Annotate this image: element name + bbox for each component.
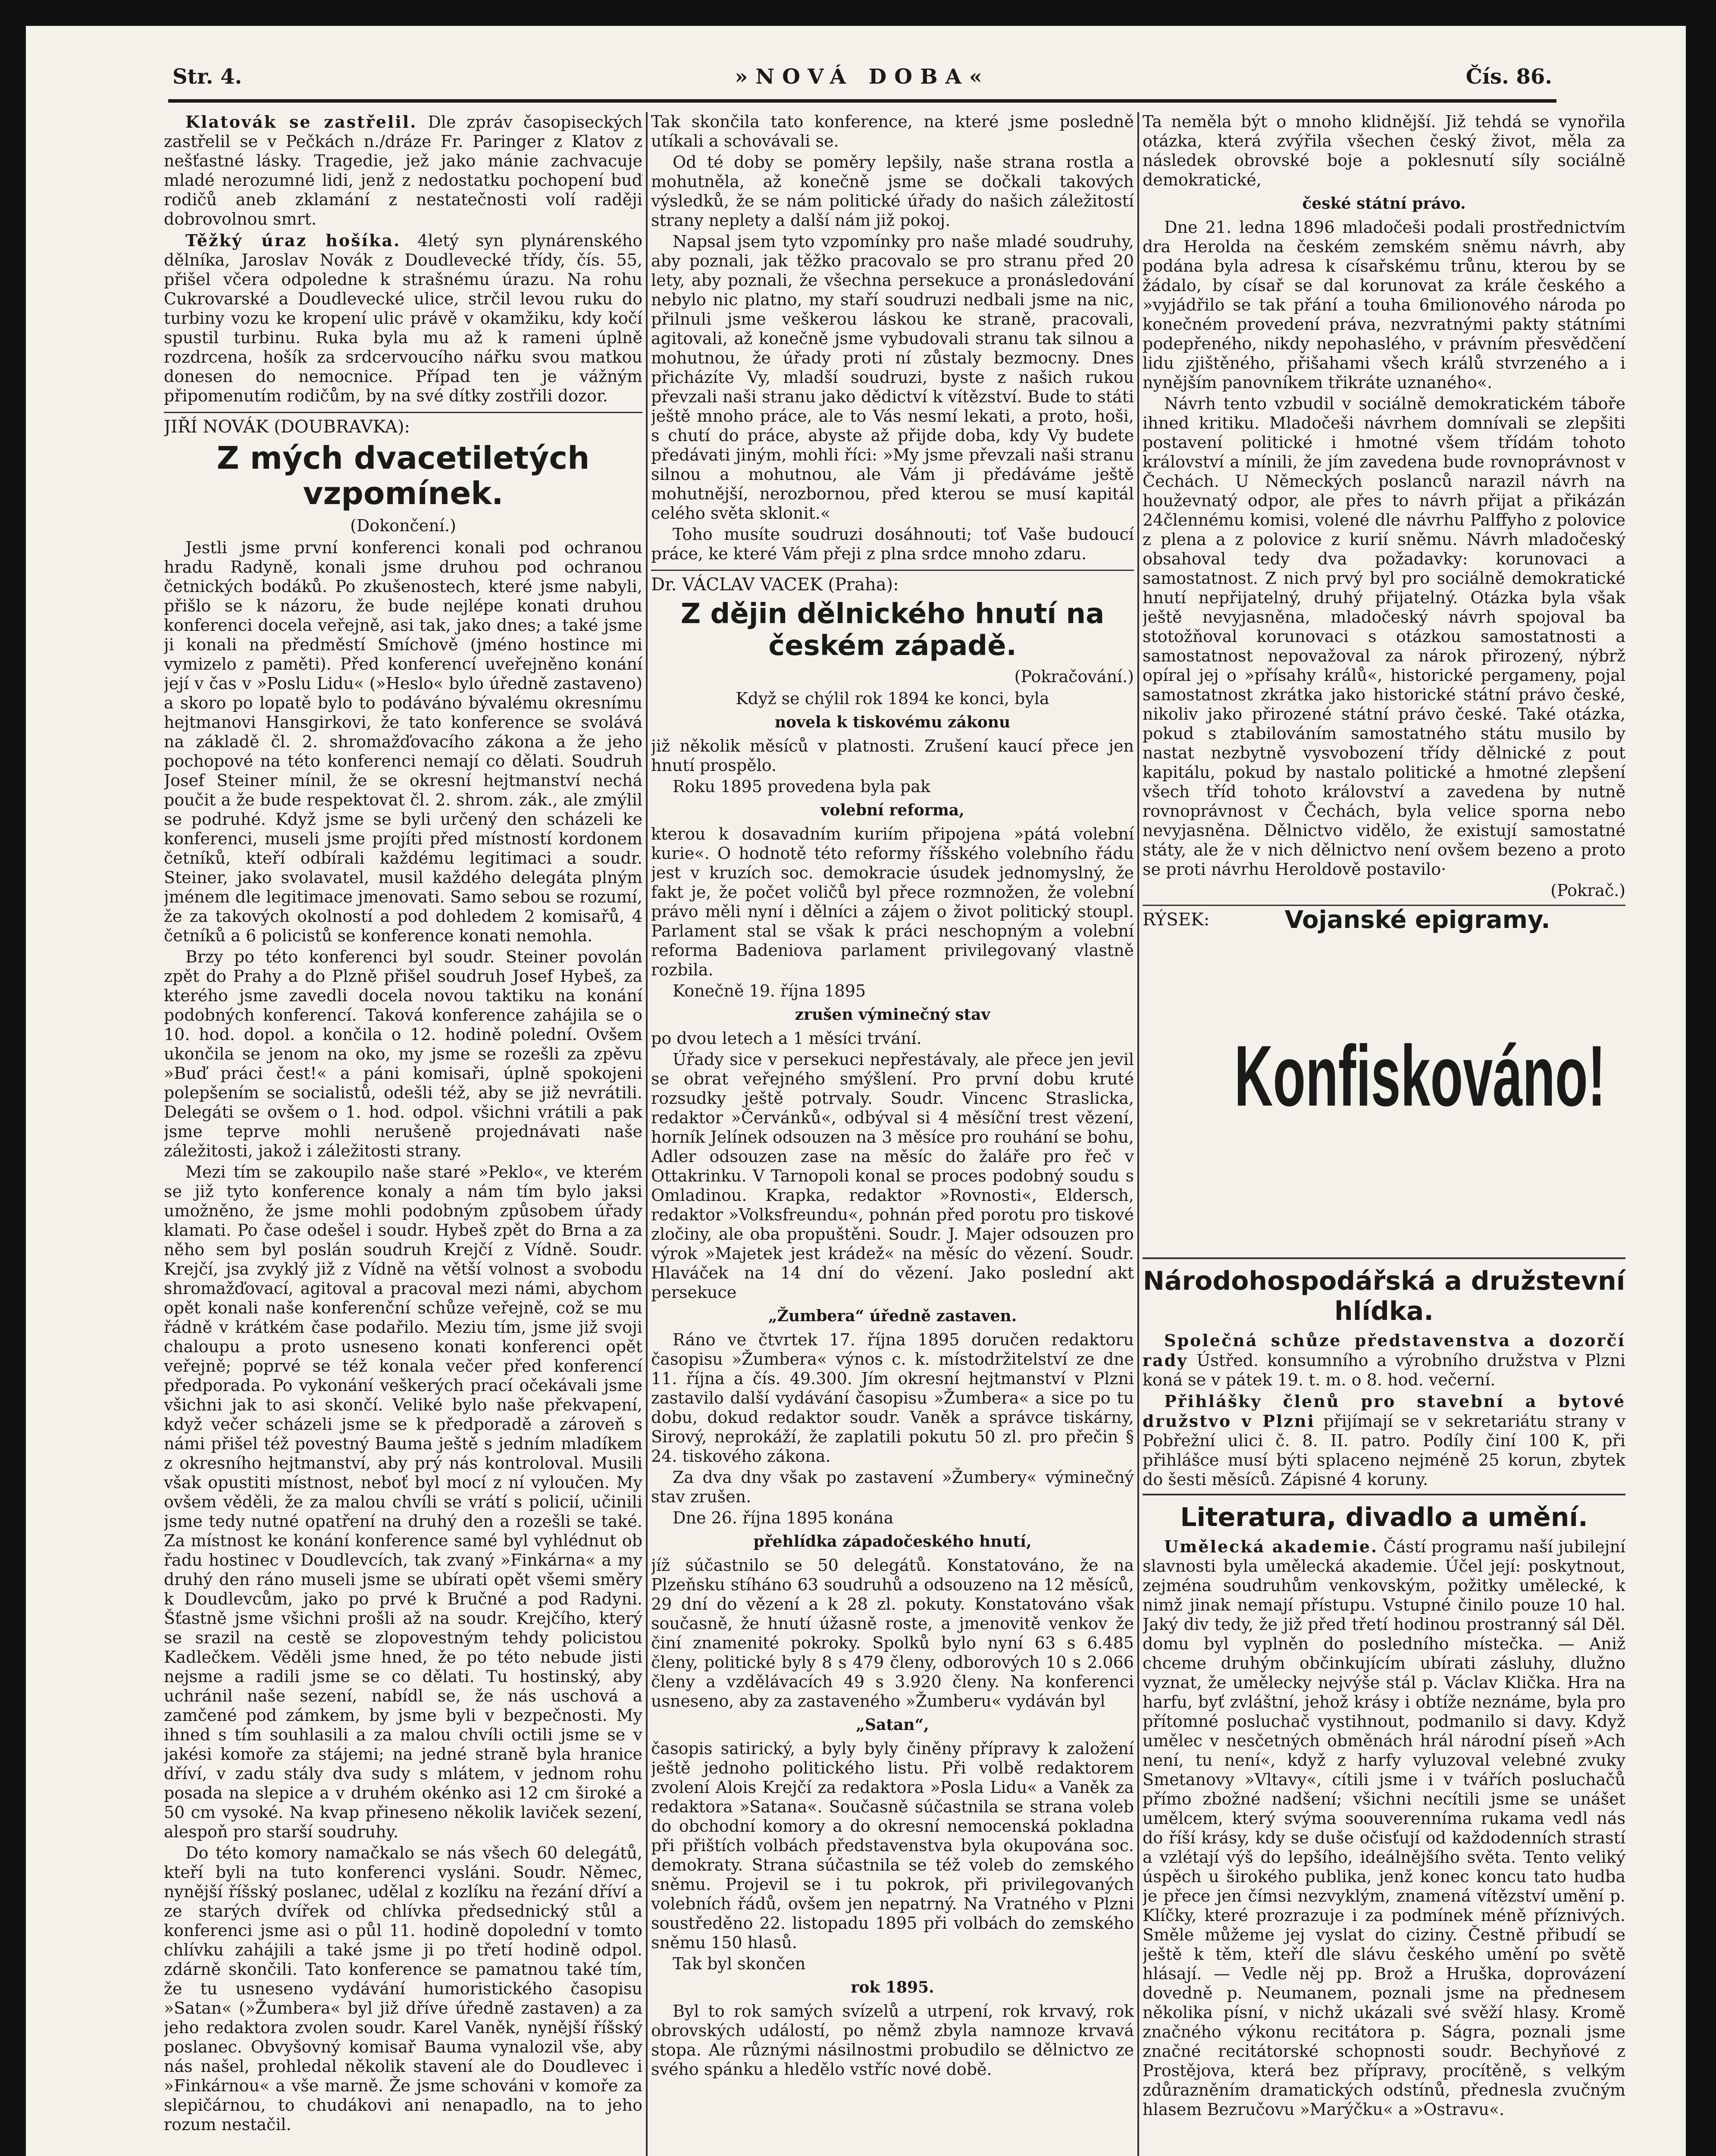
paragraph: Za dva dny však po zastavení »Žumbery« výminečný stav zrušen. (651, 1468, 1134, 1506)
paragraph: Do této komory namačkalo se nás všech 60 delegátů, kteří byli na tuto konferenci vysláni. Soudr. Němec, nynější říšský poslanec, udělal z kozlíku na řezání dříví a ze starých dvířek od chlívka předsednický stůl a konferenci jsme asi o půl 11. hodině dopolední v tomto chlívku zahájili a také jsme ji po třetí hodině odpol. zdárně skončili. Tato konference se pamatnou také tím, že tu usneseno vydávání humoristického časopisu »Satan« (»Žumbera« byl již dříve úředně zastaven) a za jeho redaktora zvolen soudr. Karel Vaněk, nynější říšský poslanec. Obvyšovný komisař Bauma vynalozil vše, aby nás našel, prohledal několik stavení ale do Doudlevec i »Finkárnou« a vše marně. Že jsme schováni v komoře za slepičárnou, to chudákovi ani nenapadlo, na to jeho rozum nestačil. (164, 1843, 642, 2134)
column-3 (1143, 112, 1625, 2156)
article-author: JIŘÍ NOVÁK (DOUBRAVKA): (164, 412, 642, 437)
paragraph: Brzy po této konferenci byl soudr. Steiner povolán zpět do Prahy a do Plzně přišel soudruh Josef Hybeš, za kterého jsme zavedli docela novou taktiku na konání podobných konferencí. Taková konference zahájila se o 10. hod. dopol. a končila o 12. hodině polední. Ovšem ukončila se jenom na oko, my jsme se rozešli za zpěvu »Buď práci čest!« a páni komisaři, úplně spokojeni polepšením se socialistů, odešli též, aby se již nevrátili. Delegáti se ovšem o 1. hod. odpol. všichni vrátili a pak jsme teprve mohli nerušeně projednávati naše záležitosti, jakož i záležitosti strany. (164, 947, 642, 1160)
paragraph: Konečně 19. října 1895 (673, 981, 866, 1000)
paragraph: Toho musíte soudruzi dosáhnouti; toť Vaše budoucí práce, ke které Vám přeji z plna srdce mnoho zdaru. (651, 525, 1134, 563)
paragraph: Napsal jsem tyto vzpomínky pro naše mladé soudruhy, aby poznali, jak těžko pracovalo se pro stranu před 20 lety, aby poznali, že všechna persekuce a pronásledování nebylo nic platno, my staří soudruzi nedbali jsme na nic, přilnuli jsme veškerou láskou ke straně, pracovali, agitovali, až konečně jsme vybudovali stranu tak silnou a mohutnou, že úřady proti ní zůstaly bezmocny. Dnes přicházíte Vy, mladší soudruzi, byste z našich rukou převzali naši stranu jako dědictví k vítězství. Bude to státi ještě mnoho práce, ale to Vás nesmí lekati, a proto, hoši, s chutí do práce, abyste až přijde doba, kdy Vy budete předávati jiným, mohli říci: »My jsme převzali naši stranu silnou a mohutnou, ale Vám ji předáváme ještě mohutnější, nerozbornou, před kterou se musí kapitál celého světa sklonit.« (651, 232, 1134, 523)
paragraph: Od té doby se poměry lepšily, naše strana rostla a mohutněla, až konečně jsme se dočkali takových výsledků, že se nám politické úřady do našich záležitostí strany neplety a další nám již pokoj. (651, 153, 1134, 230)
scan-border-top (0, 0, 1716, 26)
news-headline: Společná schůze představenstva a dozorčí rady (1143, 1331, 1625, 1370)
news-item (164, 112, 642, 229)
news-text: 4letý syn plynárenského dělníka, Jaroslav Novák z Doudlevecké třídy, čís. 55, přišel včera odpoledne k strašnému úrazu. Na rohu Cukrovarské a Doudlevecké ulice, strčil levou ruku do turbiny vozu ke kropení ulic právě v okamžiku, kdy kočí spustil turbinu. Ruka byla mu až k rameni úplně rozdrcena, hošík za srdcervoucího nářku svou matkou donesen do nemocnice. Případ ten je vážným připomenutím rodičům, by na své dítky zostřili dozor. (164, 231, 642, 405)
paragraph: po dvou letech a 1 měsíci trvání. (651, 1029, 922, 1048)
news-text: Ústřed. konsumního a výrobního družstva v Plzni koná se v pátek 19. t. m. o 8. hod. večerní. (1143, 1351, 1625, 1389)
article-title: Z dějin dělnického hnutí na českém západě. (680, 598, 1105, 662)
paragraph: Byl to rok samých svízelů a utrpení, rok krvavý, rok obrovských událostí, po němž zbyla namnoze krvavá stopa. Ale různými násilnostmi probudilo se dělnictvo ze svého spánku a hledělo vstříc nové době. (651, 2002, 1134, 2079)
news-text: Dle zpráv časopiseckých zastřelil se v Pečkách n./dráze Fr. Paringer z Klatov z nešťastné lásky. Tragedie, jež jako mánie zachvacuje mladé nerozumné lidi, jenž z nedostatku pochopení buď rodičů aneb zklamání z nestatečnosti volí raději dobrovolnou smrt. (164, 113, 642, 229)
section-subhead: volební reforma, (820, 801, 964, 819)
page-header (172, 65, 1552, 99)
news-headline: Těžký úraz hošíka. (185, 231, 401, 250)
paragraph: Jestli jsme první konferenci konali pod ochranou hradu Radyně, konali jsme druhou pod ochranou četnických bodáků. Po zkušenostech, které jsme nabyli, přišlo se k názoru, že bude nejlépe konati druhou konferenci docela veřejně, asi tak, jako dnes; a také jsme ji konali na předměstí Smíchově (jméno hostince mi vymizelo z paměti). Před konferencí uveřejněno konání její v čas v »Poslu Lidu« (»Heslo« bylo úředně zastaveno) a skoro po lopatě bylo to podáváno bývalému okresnímu hejtmanovi Hansgirkovi, že tato konference se svolává na základě čl. 2. shromažďovacího zákona a že jeho pochopové na této konferenci nemají co dělati. Soudruh Josef Steiner mínil, že se okresní hejtmanství nechá poučit a že bude respektovat čl. 2. shrom. zák., ale zmýlil se podruhé. Když jsme se byli určený den scházeli ke konferenci, museli jsme projíti před místností kordonem četníků, kteří odbírali každému legitimaci a soudr. Steiner, jako svolavatel, musil každého delegáta plným jménem dle legitimace jmenovati. Samo sebou se rozumí, že za takových okolností a pod dohledem 2 komisařů, 4 četníků a 6 policistů se konference konati nemohla. (164, 538, 642, 945)
paragraph: Když se chýlil rok 1894 ke konci, byla (736, 689, 1049, 708)
news-item (1143, 1391, 1625, 1489)
section-subhead: „Satan“, (856, 1716, 929, 1734)
section-heading: Národohospodářská a družstevní hlídka. (1143, 1257, 1625, 1326)
paragraph: již několik měsíců v platnosti. Zrušení kaucí přece jen hnutí prospělo. (651, 736, 1134, 775)
paragraph: Tak byl skončen (673, 1954, 806, 1973)
news-headline: Umělecká akademie. (1164, 1537, 1378, 1556)
poem-author: RÝSEK: (1143, 910, 1210, 930)
paragraph: Úřady sice v persekuci nepřestávaly, ale přece jen jevil se obrat veřejného smýšlení. Pro první dobu kruté rozsudky ještě potrvaly. Soudr. Vincenc Straslicka, redaktor »Červánků«, odbýval si 4 měsíční trest vězení, horník Jelínek odsouzen na 3 měsíce pro rouhání se bohu, Adler odsouzen zase na měsíc do žaláře pro řeč v Ottakrinku. V Tarnopoli konal se proces podobný soudu s Omladinou. Krapka, redaktor »Rovnosti«, Eldersch, redaktor »Volksfreundu«, pohnán před porotu pro tiskové zločiny, ale oba propuštěni. Soudr. J. Majer odsouzen pro výrok »Majetek jest krádež« na měsíc do vězení. Soudr. Hlaváček na 14 dní do vězení. Jako poslední akt persekuce (651, 1050, 1134, 1302)
paragraph: časopis satirický, a byly byly činěny přípravy k založení ještě jednoho politického listu. Při volbě redaktorem zvolení Alois Krejčí za redaktora »Posla Lidu« a Vaněk za redaktora »Satana«. Současně súčastnila se strana voleb do obchodní komory a do okresní nemocenská pokladna při přištích volbách představenstva byla okupována soc. demokraty. Strana súčastnila se též voleb do zemského sněmu. Projevil se i tu pokrok, při privilegovaných volebních řádů, ovšem jen nepatrný. Na Vratného v Plzni soustředěno 22. listopadu 1895 při volbách do zemského sněmu 150 hlasů. (651, 1739, 1134, 1952)
continued-note: (Pokrač.) (1550, 881, 1625, 900)
article-author: Dr. VÁCLAV VACEK (Praha): (651, 570, 1134, 595)
paragraph: kterou k dosavadním kuriím připojena »pátá volební kurie«. O hodnotě této reformy říšského volebního řádu jest v kruzích soc. demokracie úsudek jednomyslný, že fakt je, že počet voličů byl přece rozmnožen, že volební právo měli nyní i dělníci a zájem o život politický stoupl. Parlament stal se však k práci neschopným a volební reforma Badeniova parlament privilegovaný vlastně rozbila. (651, 824, 1134, 979)
section-subhead: rok 1895. (851, 1978, 934, 1996)
section-heading: Literatura, divadlo a umění. (1143, 1494, 1625, 1532)
paragraph: Roku 1895 provedena byla pak (673, 777, 930, 796)
page-number: Str. 4. (172, 65, 242, 89)
section-subhead: české státní právo. (1302, 194, 1466, 213)
confiscated-blank-space (1143, 1124, 1625, 1253)
news-item (164, 231, 642, 406)
masthead-title: »NOVÁ DOBA« (735, 65, 990, 89)
news-headline: Přihlášky členů pro stavební a bytové družstvo v Plzni (1143, 1391, 1625, 1431)
issue-number: Čís. 86. (1465, 65, 1552, 89)
scan-border-left (0, 0, 26, 2156)
section-subhead: zrušen výminečný stav (795, 1006, 990, 1024)
news-text: Částí programu naší jubilejní slavnosti byla umělecká akademie. Účel její: poskytnout, zejména soudruhům venkovským, požitky umělecké, k nimž jinak nemají přístupu. Vstupné činilo pouze 10 hal. Jaký div tedy, že již před třetí hodinou prostranný sál Děl. domu byl vyplněn do posledního místečka. — Aniž chceme druhým občinkujícím ubírati zásluhy, dlužno vyznat, že umělecky nejvýše stál p. Václav Klička. Hra na harfu, byť zvláštní, jehož krásy i obtíže neznáme, byla pro přítomné posluchač vystihnout, podmanilo si davy. Když umělec v nesčetných obměnách hrál národní píseň »Ach není, tu není«, když z harfy vyluzoval velebné zvuky Smetanovy »Vltavy«, cítili jsme i v tvářích posluchačů přímo zbožné nadšení; všichni necítili jsme se unášet umělcem, který svýma soouverenníma rukama vedl nás do říší krásy, kdy se duše očisťují od každodenních strastí a vzlétají výš do lepšího, ideálnějšího světa. Tento veliký úspěch u širokého publika, jenž konec koncu tato hudba je přece jen čímsi nezvyklým, znamená vítězství umění p. Klíčky, které prozrazuje i za podmínek méně příznivých. Směle můžeme jej vyslat do ciziny. Čestně přibudí se ještě k těm, kteří dle slávu českého umění po světě hlásají. — Vedle něj pp. Brož a Hruška, doprovázení dovedně p. Neumanem, poznali jsme na přednesem několika písní, v nichž ukázali své svěží hlasy. Kromě značného výkonu recitátora p. Ságra, poznali jsme značné recitátorské schopnosti soudr. Bechyňové z Prostějova, která bez přípravy, procítěně, s velkým zdůrazněním dramatických odstínů, přednesla zvučným hlasem Bezručovu »Marýčku« a »Ostravu«. (1143, 1537, 1625, 2119)
paragraph: Ta neměla být o mnoho klidnější. Již tehdá se vynořila otázka, která zvýřila všechen český život, měla za následek obrovské boje a poklesnutí síly sociálně demokratické, (1143, 112, 1625, 189)
column-1 (164, 112, 642, 2156)
paragraph: Dne 26. října 1895 konána (673, 1508, 894, 1527)
article-subtitle: (Pokračování.) (1014, 667, 1134, 686)
paragraph: jíž súčastnilo se 50 delegátů. Konstatováno, že na Plzeňsku stíháno 63 soudruhů a odsouzeno na 12 měsíců, 29 dní do vězení a k 28 zl. pokuty. Konstatováno však současně, že hnutí úžasně roste, a jmenovitě venkov že činí znamenité pokroky. Spolků bylo nyní 63 s 6.485 členy, politické byly 8 s 479 členy, odborových 10 s 2.066 členy a vzdělávacích 49 s 3.920 členy. Na konferenci usneseno, aby za zastaveného »Žumberu« vydáván byl (651, 1556, 1134, 1711)
section-subhead: „Žumbera“ úředně zastaven. (768, 1307, 1017, 1325)
poem-title: Vojanské epigramy. (1284, 906, 1550, 934)
column-divider (1137, 112, 1139, 2156)
paragraph: Návrh tento vzbudil v sociálně demokratickém táboře ihned kritiku. Mladočeši návrhem domnívali se zlepšiti postavení politické i hmotné všem třídám tohoto království a mínili, že jím zavedena bude rovnoprávnost v Čechách. U Německých poslanců narazil návrh na houževnatý odpor, ale přes to návrh přijat a přikázán 24člennému komisi, volené dle návrhu Palffyho z polovice z plena a z polovice z kurií sněmu. Návrh mladočeský obsahoval tedy dva požadavky: korunovaci a samostatnost. Z nich prvý byl pro sociálně demokratické hnutí nepřijatelný, druhý přijatelný. Otázka byla však ještě nevyjasněna, mladočeský návrh spojoval ba stotožňoval korunovaci s otázkou samostatnosti a samostatnost nepovažoval za nárok přirozený, nýbrž opíral jej o »přísahy králů«, historické pergameny, pojal samostatnost zkrátka jako historické státní právo české, nikoliv jako přirozené státní právo české. Také otázka, pokud s ztabilováním samostatného státu musilo by nastat nezbytně vysvobození třídy dělnické z pout kapitálu, pokud by nastalo politické a hmotné zlepšení všech tříd tohoto království a zavedena by nutně rovnoprávnost v Čechách, byla velice sporna nebo nevyjasněna. Dělnictvo vidělo, že existují samostatné státy, ale že v nich dělnictvo není ovšem bezeno a proto se proti návrhu Heroldově postavilo· (1143, 394, 1625, 879)
paragraph: Mezi tím se zakoupilo naše staré »Peklo«, ve kterém se již tyto konference konaly a nám tím bylo jaksi umožněno, že jsme mohli podobným způsobem úřady klamati. Po čase odešel i soudr. Hybeš zpět do Brna a za něho sem byl poslán soudruh Krejčí z Vídně. Soudr. Krejčí, jsa zvyklý již z Vídně na větší volnost a svobodu shromažďovací, agitoval a pracoval mezi námi, abychom opět konali naše konferenční schůze veřejně, což se mu řádně v krátkém čase podařilo. Meziu tím, jsme již svoji chaloupu a proto usneseno konati konferenci opět veřejně; poprvé se též konala večer před konferencí předporada. Po vykonání veškerých prací očekávali jsme všichni jak to asi skončí. Veliké bylo naše překvapení, když večer scházeli jsme se k předporadě a zároveň s námi přišel též povestný Bauma ještě s jedním mladíkem z okresního hejtmanství, aby prý nás kontroloval. Musili však opustiti místnost, neboť byl mocí z ní vyloučen. My ovšem věděli, že za malou chvíli se vrátí s policií, učinili jsme tedy nutné opatření na druhý den a rozešli se také. Za místnost ke konání konference samé byl vyhlédnut ob řadu hostinec v Doudlevcích, tak zvaný »Finkárna« a my druhý den ráno museli jsme se ubírati opět všemi směry k Doudlevcům, jako po prvé k Bručné a pod Radyni. Šťastně jsme všichni prošli až na soudr. Krejčího, který se srazil na cestě se zlopovestným tehdy policistou Kadlečkem. Věděli jsme hned, že po této nebude jisti nejsme a radili jsme se co dělati. Tu hostinský, aby uchránil naše sezení, nabídl se, že nás uschová a zamčené pod zámkem, by jsme byli v bezpečnosti. My ihned s tím souhlasili a za malou chvíli octili jsme se v jakési komoře za stájemi; na jedné straně byla hranice dříví, v zadu stály dva sudy s mlátem, v jednom rohu posada na slepice a v druhém okénko asi 12 cm široké a 50 cm vysoké. Na kvap přineseno několik laviček sezení, alespoň pro starší soudruhy. (164, 1163, 642, 1841)
paragraph: Tak skončila tato konference, na které jsme posledně utíkali a schovávali se. (651, 112, 1134, 150)
column-divider (646, 112, 648, 2156)
news-item (1143, 1331, 1625, 1390)
header-rule (168, 99, 1556, 103)
poem-heading (1143, 905, 1625, 934)
column-2 (651, 112, 1134, 2156)
news-text: přijímají se v sekretariátu strany v Pobřežní ulici č. 8. II. patro. Podíly činí 100 K, při přihlášce musí býti splaceno nejméně 25 korun, zbytek do šesti měsíců. Zápisné 4 koruny. (1143, 1412, 1625, 1489)
article-title: Z mých dvacetiletých vzpomínek. (216, 440, 590, 511)
scan-border-right (1686, 0, 1716, 2156)
censorship-stamp: Konfiskováno! (1234, 1028, 1606, 1124)
article-subtitle: (Dokončení.) (350, 516, 456, 535)
paragraph: Ráno ve čtvrtek 17. října 1895 doručen redaktoru časopisu »Žumbera« výnos c. k. místodržitelství ze dne 11. října a čís. 49.300. Jím okresní hejtmanství v Plzni zastavilo další vydávání časopisu »Žumbera« a sice po tu dobu, dokud redaktor soudr. Vaněk a správce tiskárny, Sirový, neprokáží, že zaplatili pokutu 50 zl. pro přečin § 24. tiskového zákona. (651, 1330, 1134, 1466)
paragraph: Dne 21. ledna 1896 mladočeši podali prostřednictvím dra Herolda na českém zemském sněmu návrh, aby podána byla adresa k císařskému trůnu, kterou by se žádalo, by císař se dal korunovat za krále českého a »vyjádřilo se tak přání a touha 6milionového národa po konečném provedení práva, nezvratnými pakty státními podepřeného, nikdy nepohaslého, v právním přesvědčení lidu zjištěného, přišahami všech králů stvrzeného a i nynějším panovníkem třikráte uznaného«. (1143, 218, 1625, 392)
news-headline: Klatovák se zastřelil. (185, 112, 417, 132)
section-subhead: přehlídka západočeského hnutí, (753, 1532, 1032, 1551)
section-subhead: novela k tiskovému zákonu (774, 713, 1011, 731)
news-item (1143, 1537, 1625, 2119)
